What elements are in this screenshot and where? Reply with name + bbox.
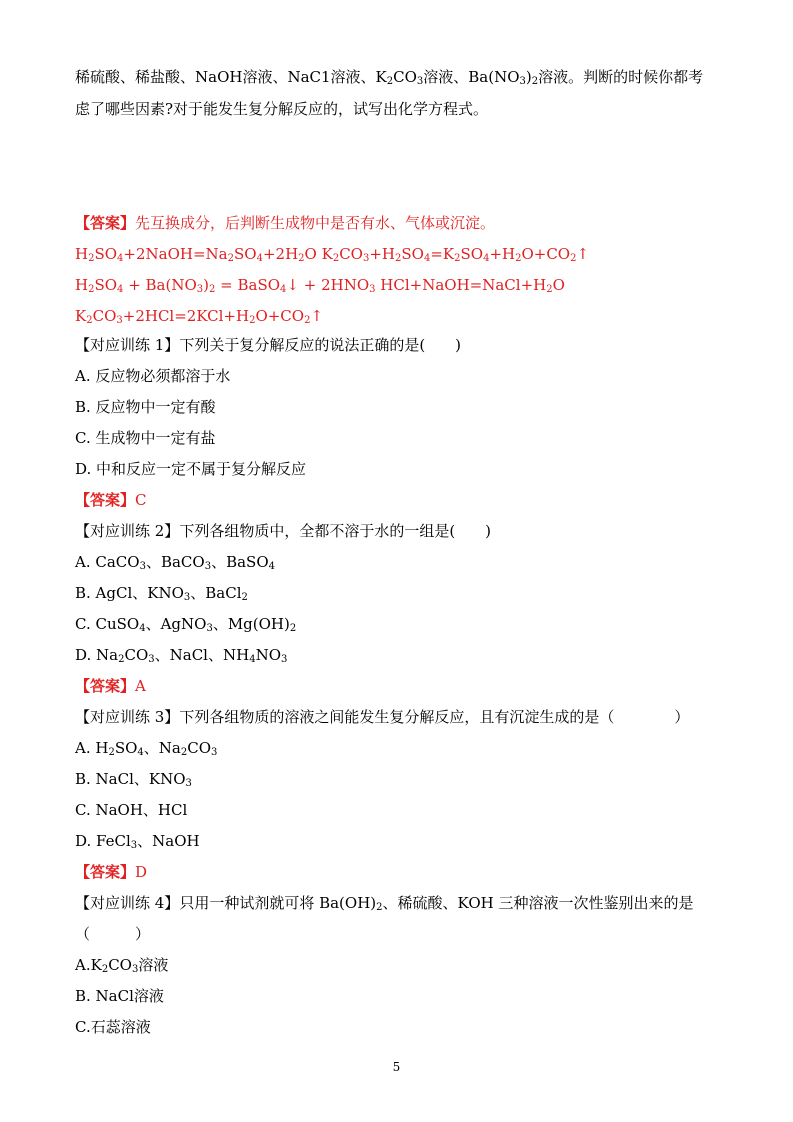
- subscript: 4: [137, 747, 144, 758]
- text-segment: CO: [108, 956, 132, 974]
- text-segment: CO: [187, 739, 212, 757]
- subscript: 4: [483, 253, 490, 264]
- question-2-option-c: [75, 613, 733, 635]
- question-1-stem: 【对应训练 1】下列关于复分解反应的说法正确的是( ): [75, 336, 462, 354]
- subscript: 4: [117, 284, 124, 295]
- text-segment: 、BaCO: [145, 553, 205, 571]
- question-1-option-d: D. 中和反应一定不属于复分解反应: [75, 460, 307, 478]
- subscript: 2: [570, 253, 577, 264]
- subscript: 4: [268, 561, 275, 572]
- subscript: 3: [131, 964, 139, 975]
- subscript: 3: [185, 778, 192, 789]
- answer-tag: 【答案】: [75, 214, 136, 232]
- text-segment: O K: [304, 245, 333, 263]
- subscript: 2: [101, 964, 109, 975]
- subscript: 3: [183, 592, 191, 603]
- text-segment: H: [75, 276, 89, 294]
- text-segment: 溶液: [138, 956, 169, 974]
- question-2-stem: 【对应训练 2】下列各组物质中，全都不溶于水的一组是( ): [75, 522, 492, 540]
- subscript: 4: [117, 253, 124, 264]
- text-segment: SO: [114, 739, 138, 757]
- text-segment: H: [75, 245, 89, 263]
- subscript: 4: [256, 253, 263, 264]
- text-segment: ): [203, 276, 210, 294]
- text-segment: +2HCl=2KCl+H: [122, 307, 250, 325]
- question-2-option-b: [75, 582, 733, 604]
- text-segment: ↑: [310, 307, 324, 325]
- intro-line-1: 稀硫酸、稀盐酸、NaOH溶液、NaC1溶液、$K_2CO_3$溶液、$Ba(NO_3)_2$溶液。判断的时候你都考: [75, 68, 704, 87]
- text-segment: A.K: [75, 956, 102, 974]
- question-1-option-b: B. 反应物中一定有酸: [75, 398, 216, 416]
- text-segment: 、BaSO: [211, 553, 269, 571]
- subscript: 2: [88, 253, 95, 264]
- question-2-answer: 【答案】A: [75, 677, 146, 695]
- subscript: 2: [86, 315, 93, 326]
- question-4-option-b: B. NaCl溶液: [75, 987, 164, 1005]
- subscript: 2: [88, 284, 95, 295]
- subscript: 3: [139, 561, 146, 572]
- subscript: 3: [362, 253, 370, 264]
- text-segment: D. Na: [75, 646, 119, 664]
- subscript: 2: [108, 747, 115, 758]
- text-segment: +2NaOH=Na: [123, 245, 228, 263]
- subscript: 2: [298, 253, 305, 264]
- question-4-stem: 【对应训练 4】只用一种试剂就可将 $Ba(OH)_2$、稀硫酸、KOH 三种溶液一次性鉴别出来的是: [75, 894, 694, 913]
- text-segment: 、Mg(OH): [212, 615, 290, 633]
- text-segment: SO: [94, 245, 118, 263]
- text-segment: + Ba(NO: [123, 276, 197, 294]
- subscript: 4: [423, 253, 431, 264]
- question-3-option-b: [75, 768, 733, 790]
- question-4-stem-line-2: （ ）: [75, 925, 151, 943]
- question-3-option-d: [75, 830, 733, 852]
- subscript: 3: [148, 654, 155, 665]
- intro-line-2: 虑了哪些因素?对于能发生复分解反应的，试写出化学方程式。: [75, 100, 489, 118]
- text-segment: O+CO: [521, 245, 571, 263]
- text-segment: SO: [94, 276, 118, 294]
- subscript: 2: [227, 253, 234, 264]
- subscript: 3: [206, 623, 213, 634]
- subscript: 2: [209, 284, 216, 295]
- equation-line-3: [75, 305, 733, 327]
- text-segment: O: [552, 276, 565, 294]
- text-segment: D. FeCl: [75, 832, 131, 850]
- subscript: 2: [395, 253, 402, 264]
- question-4-option-c: C.石蕊溶液: [75, 1018, 151, 1036]
- subscript: 2: [515, 253, 522, 264]
- equation-line-2: [75, 274, 733, 296]
- text-segment: 、AgNO: [145, 615, 207, 633]
- subscript: 3: [281, 654, 288, 665]
- text-segment: C. CuSO: [75, 615, 140, 633]
- subscript: 3: [196, 284, 204, 295]
- text-segment: C. NaOH、HCl: [75, 801, 188, 819]
- text-segment: =K: [430, 245, 455, 263]
- subscript: 2: [118, 654, 125, 665]
- text-segment: SO: [234, 245, 257, 263]
- text-segment: SO: [401, 245, 424, 263]
- subscript: 3: [130, 840, 138, 851]
- question-2-option-a: [75, 551, 733, 573]
- text-segment: = BaSO: [215, 276, 281, 294]
- subscript: 4: [249, 654, 256, 665]
- text-segment: 、NaOH: [137, 832, 200, 850]
- text-segment: CO: [124, 646, 149, 664]
- question-4-option-a: [75, 954, 733, 976]
- subscript: 3: [204, 561, 212, 572]
- page-number: 5: [392, 1060, 401, 1074]
- answer-main: 【答案】先互换成分，后判断生成物中是否有水、气体或沉淀。: [75, 214, 496, 232]
- text-segment: O+CO: [255, 307, 305, 325]
- text-segment: ↓ + 2HNO: [286, 276, 370, 294]
- question-3-stem: 【对应训练 3】下列各组物质的溶液之间能发生复分解反应，且有沉淀生成的是（ ）: [75, 708, 690, 726]
- equation-line-1: [75, 243, 733, 265]
- text-segment: A. CaCO: [75, 553, 140, 571]
- subscript: 4: [280, 284, 287, 295]
- text-segment: 、BaCl: [190, 584, 242, 602]
- text-segment: B. NaCl、KNO: [75, 770, 186, 788]
- text-segment: SO: [460, 245, 484, 263]
- text-segment: CO: [339, 245, 363, 263]
- text-segment: NO: [255, 646, 282, 664]
- text-segment: +2H: [262, 245, 299, 263]
- question-3-answer: 【答案】D: [75, 863, 148, 881]
- text-segment: HCl+NaOH=NaCl+H: [375, 276, 547, 294]
- text-segment: ↑: [576, 245, 590, 263]
- subscript: 2: [289, 623, 297, 634]
- question-3-option-a: [75, 737, 733, 759]
- question-3-option-c: [75, 799, 733, 821]
- text-segment: +H: [369, 245, 395, 263]
- text-segment: CO: [92, 307, 117, 325]
- text-segment: A. H: [75, 739, 109, 757]
- question-1-option-c: C. 生成物中一定有盐: [75, 429, 216, 447]
- question-1-answer: 【答案】C: [75, 491, 147, 509]
- subscript: 2: [304, 315, 311, 326]
- text-segment: 、NaCl、NH: [154, 646, 250, 664]
- text-segment: 、Na: [143, 739, 181, 757]
- subscript: 2: [454, 253, 461, 264]
- subscript: 2: [180, 747, 188, 758]
- subscript: 2: [546, 284, 553, 295]
- text-segment: K: [75, 307, 87, 325]
- question-2-option-d: [75, 644, 733, 666]
- text-segment: +H: [489, 245, 516, 263]
- subscript: 3: [116, 315, 123, 326]
- subscript: 3: [369, 284, 376, 295]
- subscript: 2: [332, 253, 340, 264]
- subscript: 3: [211, 747, 218, 758]
- subscript: 2: [249, 315, 256, 326]
- subscript: 2: [241, 592, 248, 603]
- text-segment: B. AgCl、KNO: [75, 584, 184, 602]
- subscript: 4: [139, 623, 146, 634]
- question-1-option-a: A. 反应物必须都溶于水: [75, 367, 231, 385]
